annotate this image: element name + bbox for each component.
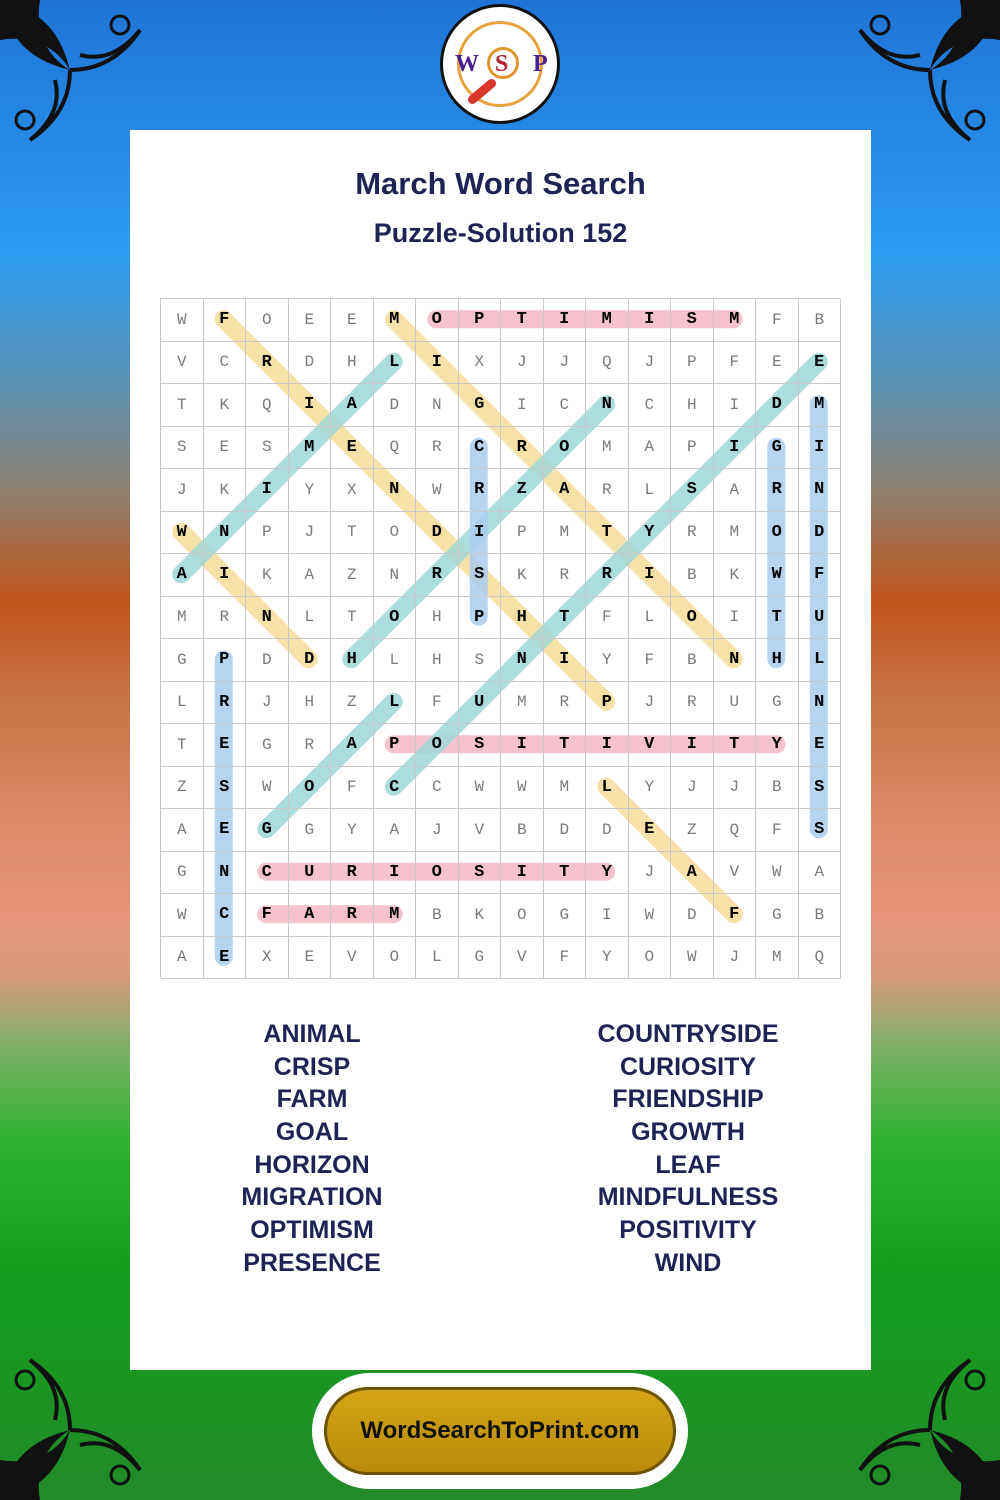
grid-cell[interactable]: A — [714, 469, 757, 512]
grid-cell[interactable]: F — [416, 682, 459, 725]
word-list-item: GROWTH — [631, 1118, 745, 1147]
corner-ornament-top-right — [850, 0, 1000, 150]
grid-cell[interactable]: E — [204, 937, 247, 980]
grid-cell[interactable]: Q — [799, 937, 842, 980]
grid-cell[interactable]: N — [799, 682, 842, 725]
grid-cell[interactable]: T — [161, 384, 204, 427]
grid-cell[interactable]: E — [799, 342, 842, 385]
grid-cell[interactable]: I — [459, 512, 502, 555]
grid-cell[interactable]: D — [416, 512, 459, 555]
grid-cell[interactable]: K — [714, 554, 757, 597]
grid-cell[interactable]: E — [331, 427, 374, 470]
grid-cell[interactable]: E — [289, 299, 332, 342]
grid-cell[interactable]: G — [756, 682, 799, 725]
grid-cell[interactable]: H — [501, 597, 544, 640]
grid-cell[interactable]: B — [416, 894, 459, 937]
word-list-item: PRESENCE — [243, 1248, 381, 1277]
wsp-logo — [440, 4, 560, 124]
grid-cell[interactable]: B — [799, 894, 842, 937]
grid-cell[interactable]: W — [161, 894, 204, 937]
word-list-item: OPTIMISM — [250, 1216, 374, 1245]
grid-cell[interactable]: O — [416, 299, 459, 342]
logo-letter-w: W — [455, 51, 479, 77]
word-list-item: WIND — [654, 1248, 722, 1277]
grid-cell[interactable]: C — [204, 342, 247, 385]
ornament-icon — [0, 1350, 150, 1500]
grid-cell[interactable]: A — [161, 937, 204, 980]
grid-cell[interactable]: R — [289, 724, 332, 767]
grid-cell[interactable]: A — [331, 724, 374, 767]
grid-cell[interactable]: N — [374, 554, 417, 597]
grid-cell[interactable]: F — [246, 894, 289, 937]
page-title: March Word Search — [355, 166, 646, 201]
grid-cell[interactable]: E — [204, 427, 247, 470]
grid-cell[interactable]: H — [331, 639, 374, 682]
grid-cell[interactable]: A — [374, 809, 417, 852]
grid-cell[interactable]: L — [374, 682, 417, 725]
grid-cell[interactable]: D — [756, 384, 799, 427]
grid-cell[interactable]: S — [459, 724, 502, 767]
corner-ornament-bottom-left — [0, 1350, 150, 1500]
grid-cell[interactable]: I — [714, 597, 757, 640]
word-list-item: CRISP — [273, 1052, 351, 1081]
grid-cell[interactable]: S — [161, 427, 204, 470]
grid-cell[interactable]: S — [459, 554, 502, 597]
grid-cell[interactable]: M — [714, 299, 757, 342]
word-list-item: FRIENDSHIP — [612, 1085, 764, 1114]
word-list-item: COUNTRYSIDE — [597, 1020, 779, 1048]
grid-cell[interactable]: I — [629, 554, 672, 597]
grid-cell[interactable]: Y — [586, 639, 629, 682]
word-list-item: CURIOSITY — [619, 1052, 757, 1081]
grid-cell[interactable]: L — [799, 639, 842, 682]
grid-cell[interactable]: I — [289, 384, 332, 427]
grid-cell[interactable]: P — [459, 597, 502, 640]
grid-cell[interactable]: M — [799, 384, 842, 427]
grid-cell[interactable]: J — [161, 469, 204, 512]
grid-cell[interactable]: K — [204, 469, 247, 512]
grid-cell[interactable]: R — [331, 852, 374, 895]
grid-cell[interactable]: T — [756, 597, 799, 640]
grid-cell[interactable]: T — [544, 852, 587, 895]
grid-cell[interactable]: C — [459, 427, 502, 470]
grid-cell[interactable]: R — [204, 597, 247, 640]
grid-cell[interactable]: E — [204, 724, 247, 767]
grid-cell[interactable]: O — [246, 299, 289, 342]
grid-cell[interactable]: R — [756, 469, 799, 512]
grid-cell[interactable]: W — [459, 767, 502, 810]
grid-cell[interactable]: L — [586, 767, 629, 810]
grid-cell[interactable]: J — [629, 852, 672, 895]
grid-cell[interactable]: S — [204, 767, 247, 810]
grid-cell[interactable]: M — [544, 512, 587, 555]
grid-cell[interactable]: Y — [586, 937, 629, 980]
grid-cell[interactable]: I — [246, 469, 289, 512]
grid-cell[interactable]: I — [544, 639, 587, 682]
grid-cell[interactable]: J — [714, 937, 757, 980]
grid-cell[interactable]: I — [629, 299, 672, 342]
grid-cell[interactable]: S — [246, 427, 289, 470]
grid-cell[interactable]: I — [374, 852, 417, 895]
grid-cell[interactable]: R — [416, 554, 459, 597]
grid-cell[interactable]: O — [374, 512, 417, 555]
website-link[interactable]: WordSearchToPrint.com — [324, 1387, 676, 1475]
grid-cell[interactable]: F — [204, 299, 247, 342]
grid-cell[interactable]: Q — [374, 427, 417, 470]
grid-cell[interactable]: D — [246, 639, 289, 682]
grid-cell[interactable]: O — [416, 724, 459, 767]
grid-cell[interactable]: N — [246, 597, 289, 640]
grid-cell[interactable]: H — [416, 639, 459, 682]
grid-cell[interactable]: X — [331, 469, 374, 512]
grid-cell[interactable]: U — [459, 682, 502, 725]
grid-cell[interactable]: I — [714, 384, 757, 427]
grid-cell[interactable]: F — [586, 597, 629, 640]
grid-cell[interactable]: N — [714, 639, 757, 682]
grid-cell[interactable]: J — [629, 682, 672, 725]
grid-cell[interactable]: G — [459, 937, 502, 980]
grid-cell[interactable]: F — [544, 937, 587, 980]
grid-cell[interactable]: O — [756, 512, 799, 555]
grid-cell[interactable]: I — [204, 554, 247, 597]
grid-cell[interactable]: Q — [586, 342, 629, 385]
grid-cell[interactable]: P — [671, 427, 714, 470]
grid-cell[interactable]: O — [416, 852, 459, 895]
grid-cell[interactable]: E — [756, 342, 799, 385]
grid-cell[interactable]: D — [374, 384, 417, 427]
corner-ornament-top-left — [0, 0, 150, 150]
grid-cell[interactable]: F — [756, 809, 799, 852]
grid-cell[interactable]: N — [374, 469, 417, 512]
grid-cell[interactable]: I — [544, 299, 587, 342]
grid-cell[interactable]: J — [714, 767, 757, 810]
grid-cell[interactable]: M — [161, 597, 204, 640]
grid-cell[interactable]: P — [586, 682, 629, 725]
grid-cell[interactable]: B — [671, 639, 714, 682]
grid-cell[interactable]: M — [374, 299, 417, 342]
grid-cell[interactable]: R — [544, 554, 587, 597]
grid-cell[interactable]: G — [246, 809, 289, 852]
grid-cell[interactable]: M — [501, 682, 544, 725]
grid-cell[interactable]: G — [756, 894, 799, 937]
grid-cell[interactable]: W — [629, 894, 672, 937]
grid-cell[interactable]: C — [374, 767, 417, 810]
grid-cell[interactable]: N — [586, 384, 629, 427]
grid-cell[interactable]: L — [161, 682, 204, 725]
grid-cell[interactable]: T — [331, 597, 374, 640]
grid-cell[interactable]: M — [586, 427, 629, 470]
grid-cell[interactable]: Z — [161, 767, 204, 810]
grid-cell[interactable]: J — [289, 512, 332, 555]
word-list-item: MIGRATION — [241, 1183, 383, 1212]
grid-cell[interactable]: P — [246, 512, 289, 555]
grid-cell[interactable]: C — [629, 384, 672, 427]
word-list-item: POSITIVITY — [619, 1216, 757, 1245]
word-list-item: HORIZON — [254, 1150, 370, 1179]
grid-cell[interactable]: G — [544, 894, 587, 937]
grid-cell[interactable]: R — [459, 469, 502, 512]
grid-cell[interactable]: Z — [331, 682, 374, 725]
grid-cell[interactable]: T — [714, 724, 757, 767]
grid-cell[interactable]: W — [161, 512, 204, 555]
grid-cell[interactable]: H — [331, 342, 374, 385]
ornament-icon — [850, 0, 1000, 150]
grid-cell[interactable]: B — [799, 299, 842, 342]
grid-cell[interactable]: K — [246, 554, 289, 597]
grid-cell[interactable]: A — [161, 554, 204, 597]
grid-cell[interactable]: R — [586, 554, 629, 597]
grid-cell[interactable]: V — [629, 724, 672, 767]
grid-cell[interactable]: I — [501, 724, 544, 767]
grid-cell[interactable]: L — [374, 342, 417, 385]
word-list-item: MINDFULNESS — [597, 1183, 779, 1212]
grid-cell[interactable]: J — [671, 767, 714, 810]
grid-cell[interactable]: I — [501, 852, 544, 895]
grid-cell[interactable]: D — [289, 342, 332, 385]
grid-cell[interactable]: H — [416, 597, 459, 640]
grid-cell[interactable]: W — [416, 469, 459, 512]
grid-cell[interactable]: E — [331, 299, 374, 342]
grid-cell[interactable]: N — [204, 852, 247, 895]
grid-cell[interactable]: T — [544, 724, 587, 767]
grid-cell[interactable]: S — [459, 639, 502, 682]
grid-cell[interactable]: P — [671, 342, 714, 385]
grid-cell[interactable]: J — [416, 809, 459, 852]
grid-cell[interactable]: C — [416, 767, 459, 810]
grid-cell[interactable]: P — [204, 639, 247, 682]
grid-cell[interactable]: I — [416, 342, 459, 385]
grid-cell[interactable]: N — [799, 469, 842, 512]
grid-cell[interactable]: I — [586, 724, 629, 767]
grid-cell[interactable]: E — [289, 937, 332, 980]
grid-cell[interactable]: R — [204, 682, 247, 725]
grid-cell[interactable]: E — [629, 809, 672, 852]
grid-cell[interactable]: K — [501, 554, 544, 597]
grid-cell[interactable]: O — [374, 937, 417, 980]
grid-cell[interactable]: U — [289, 852, 332, 895]
grid-cell[interactable]: T — [586, 512, 629, 555]
grid-cell[interactable]: L — [289, 597, 332, 640]
grid-cell[interactable]: F — [714, 342, 757, 385]
grid-cell[interactable]: A — [331, 384, 374, 427]
grid-cell[interactable]: G — [161, 852, 204, 895]
grid-cell[interactable]: Z — [331, 554, 374, 597]
grid-cell[interactable]: A — [671, 852, 714, 895]
grid-cell[interactable]: G — [459, 384, 502, 427]
grid-cell[interactable]: F — [756, 299, 799, 342]
grid-cell[interactable]: M — [289, 427, 332, 470]
grid-cell[interactable]: R — [671, 512, 714, 555]
grid-cell[interactable]: S — [799, 767, 842, 810]
grid-cell[interactable]: W — [756, 554, 799, 597]
grid-cell[interactable]: A — [544, 469, 587, 512]
grid-cell[interactable]: O — [289, 767, 332, 810]
grid-cell[interactable]: W — [501, 767, 544, 810]
grid-cell[interactable]: S — [671, 299, 714, 342]
grid-cell[interactable]: G — [161, 639, 204, 682]
grid-cell[interactable]: Z — [501, 469, 544, 512]
grid-cell[interactable]: J — [629, 342, 672, 385]
grid-cell[interactable]: H — [671, 384, 714, 427]
grid-cell[interactable]: S — [799, 809, 842, 852]
grid-cell[interactable]: R — [544, 682, 587, 725]
grid-cell[interactable]: G — [756, 427, 799, 470]
grid-cell[interactable]: V — [161, 342, 204, 385]
grid-cell[interactable]: R — [416, 427, 459, 470]
grid-cell[interactable]: D — [799, 512, 842, 555]
logo-letter-p: P — [533, 51, 548, 77]
grid-cell[interactable]: T — [331, 512, 374, 555]
grid-cell[interactable]: C — [544, 384, 587, 427]
grid-cell[interactable]: J — [246, 682, 289, 725]
grid-cell[interactable]: O — [501, 894, 544, 937]
grid-cell[interactable]: Y — [629, 512, 672, 555]
grid-cell[interactable]: R — [331, 894, 374, 937]
grid-cell[interactable]: B — [756, 767, 799, 810]
word-list-left — [152, 1018, 472, 1280]
grid-cell[interactable]: U — [714, 682, 757, 725]
grid-cell[interactable]: M — [586, 299, 629, 342]
grid-cell[interactable]: M — [374, 894, 417, 937]
grid-cell[interactable]: P — [459, 299, 502, 342]
grid-cell[interactable]: I — [714, 427, 757, 470]
grid-cell[interactable]: L — [629, 469, 672, 512]
grid-cell[interactable]: O — [671, 597, 714, 640]
grid-cell[interactable]: M — [756, 937, 799, 980]
grid-cell[interactable]: A — [629, 427, 672, 470]
grid-cell[interactable]: M — [714, 512, 757, 555]
grid-cell[interactable]: A — [289, 894, 332, 937]
ornament-icon — [850, 1350, 1000, 1500]
grid-cell[interactable]: N — [416, 384, 459, 427]
word-search-grid — [160, 298, 840, 978]
grid-cell[interactable]: N — [204, 512, 247, 555]
grid-cell[interactable]: A — [161, 809, 204, 852]
grid-cell[interactable]: D — [671, 894, 714, 937]
grid-cell[interactable]: G — [289, 809, 332, 852]
grid-cell[interactable]: T — [544, 597, 587, 640]
puzzle-card — [130, 130, 871, 1370]
grid-cell[interactable]: Y — [586, 852, 629, 895]
grid-cell[interactable]: P — [501, 512, 544, 555]
grid-cell[interactable]: F — [629, 639, 672, 682]
ornament-icon — [0, 0, 150, 150]
grid-cell[interactable]: Q — [246, 384, 289, 427]
grid-cell[interactable]: V — [501, 937, 544, 980]
grid-cell[interactable]: F — [799, 554, 842, 597]
word-list-right — [528, 1018, 848, 1280]
grid-cell[interactable]: O — [374, 597, 417, 640]
grid-cell[interactable]: W — [161, 299, 204, 342]
grid-cell[interactable]: Y — [289, 469, 332, 512]
page-subtitle: Puzzle-Solution 152 — [373, 218, 628, 248]
grid-cell[interactable]: H — [756, 639, 799, 682]
grid-cell[interactable]: I — [586, 894, 629, 937]
grid-cell[interactable]: D — [586, 809, 629, 852]
word-list-item: FARM — [276, 1085, 348, 1114]
grid-cell[interactable]: C — [204, 894, 247, 937]
grid-cell[interactable]: W — [246, 767, 289, 810]
grid-cell[interactable]: Y — [756, 724, 799, 767]
grid-cell[interactable]: Z — [671, 809, 714, 852]
grid-cell[interactable]: E — [204, 809, 247, 852]
grid-cell[interactable]: I — [501, 384, 544, 427]
grid-cell[interactable]: V — [459, 809, 502, 852]
corner-ornament-bottom-right — [850, 1350, 1000, 1500]
website-badge — [312, 1373, 688, 1489]
word-list-item: GOAL — [275, 1118, 349, 1147]
grid-cell[interactable]: O — [629, 937, 672, 980]
grid-cell[interactable]: Y — [629, 767, 672, 810]
grid-cell[interactable]: U — [799, 597, 842, 640]
grid-cell[interactable]: Y — [331, 809, 374, 852]
grid-cell[interactable]: C — [246, 852, 289, 895]
grid-cell[interactable]: L — [629, 597, 672, 640]
logo-letter-s: S — [495, 51, 509, 77]
grid-cell[interactable]: W — [671, 937, 714, 980]
grid-cell[interactable]: H — [289, 682, 332, 725]
grid-cell[interactable]: P — [374, 724, 417, 767]
grid-cell[interactable]: B — [501, 809, 544, 852]
grid-cell[interactable]: F — [714, 894, 757, 937]
grid-cell[interactable]: V — [331, 937, 374, 980]
grid-cell[interactable]: X — [246, 937, 289, 980]
grid-cell[interactable]: Q — [714, 809, 757, 852]
grid-cell[interactable]: R — [586, 469, 629, 512]
word-list-item: LEAF — [655, 1150, 721, 1179]
grid-cell[interactable]: T — [161, 724, 204, 767]
grid-cell[interactable]: K — [204, 384, 247, 427]
grid-cell[interactable]: R — [501, 427, 544, 470]
grid-cell[interactable]: J — [501, 342, 544, 385]
grid-cell[interactable]: L — [416, 937, 459, 980]
grid-cell[interactable]: I — [671, 724, 714, 767]
grid-cell[interactable]: T — [501, 299, 544, 342]
letter-grid — [160, 298, 840, 978]
grid-cell[interactable]: K — [459, 894, 502, 937]
grid-cell[interactable]: G — [246, 724, 289, 767]
grid-cell[interactable]: A — [289, 554, 332, 597]
grid-cell[interactable]: R — [671, 682, 714, 725]
grid-cell[interactable]: E — [799, 724, 842, 767]
grid-cell[interactable]: B — [671, 554, 714, 597]
grid-cell[interactable]: O — [544, 427, 587, 470]
grid-cell[interactable]: M — [544, 767, 587, 810]
grid-cell[interactable]: I — [799, 427, 842, 470]
grid-cell[interactable]: D — [289, 639, 332, 682]
grid-cell[interactable]: D — [544, 809, 587, 852]
grid-cell[interactable]: R — [246, 342, 289, 385]
grid-cell[interactable]: X — [459, 342, 502, 385]
grid-cell[interactable]: F — [331, 767, 374, 810]
grid-cell[interactable]: N — [501, 639, 544, 682]
grid-cell[interactable]: A — [799, 852, 842, 895]
grid-cell[interactable]: S — [459, 852, 502, 895]
grid-cell[interactable]: L — [374, 639, 417, 682]
grid-cell[interactable]: J — [544, 342, 587, 385]
grid-cell[interactable]: W — [756, 852, 799, 895]
grid-cell[interactable]: V — [714, 852, 757, 895]
word-list-item: ANIMAL — [263, 1020, 361, 1048]
grid-cell[interactable]: S — [671, 469, 714, 512]
